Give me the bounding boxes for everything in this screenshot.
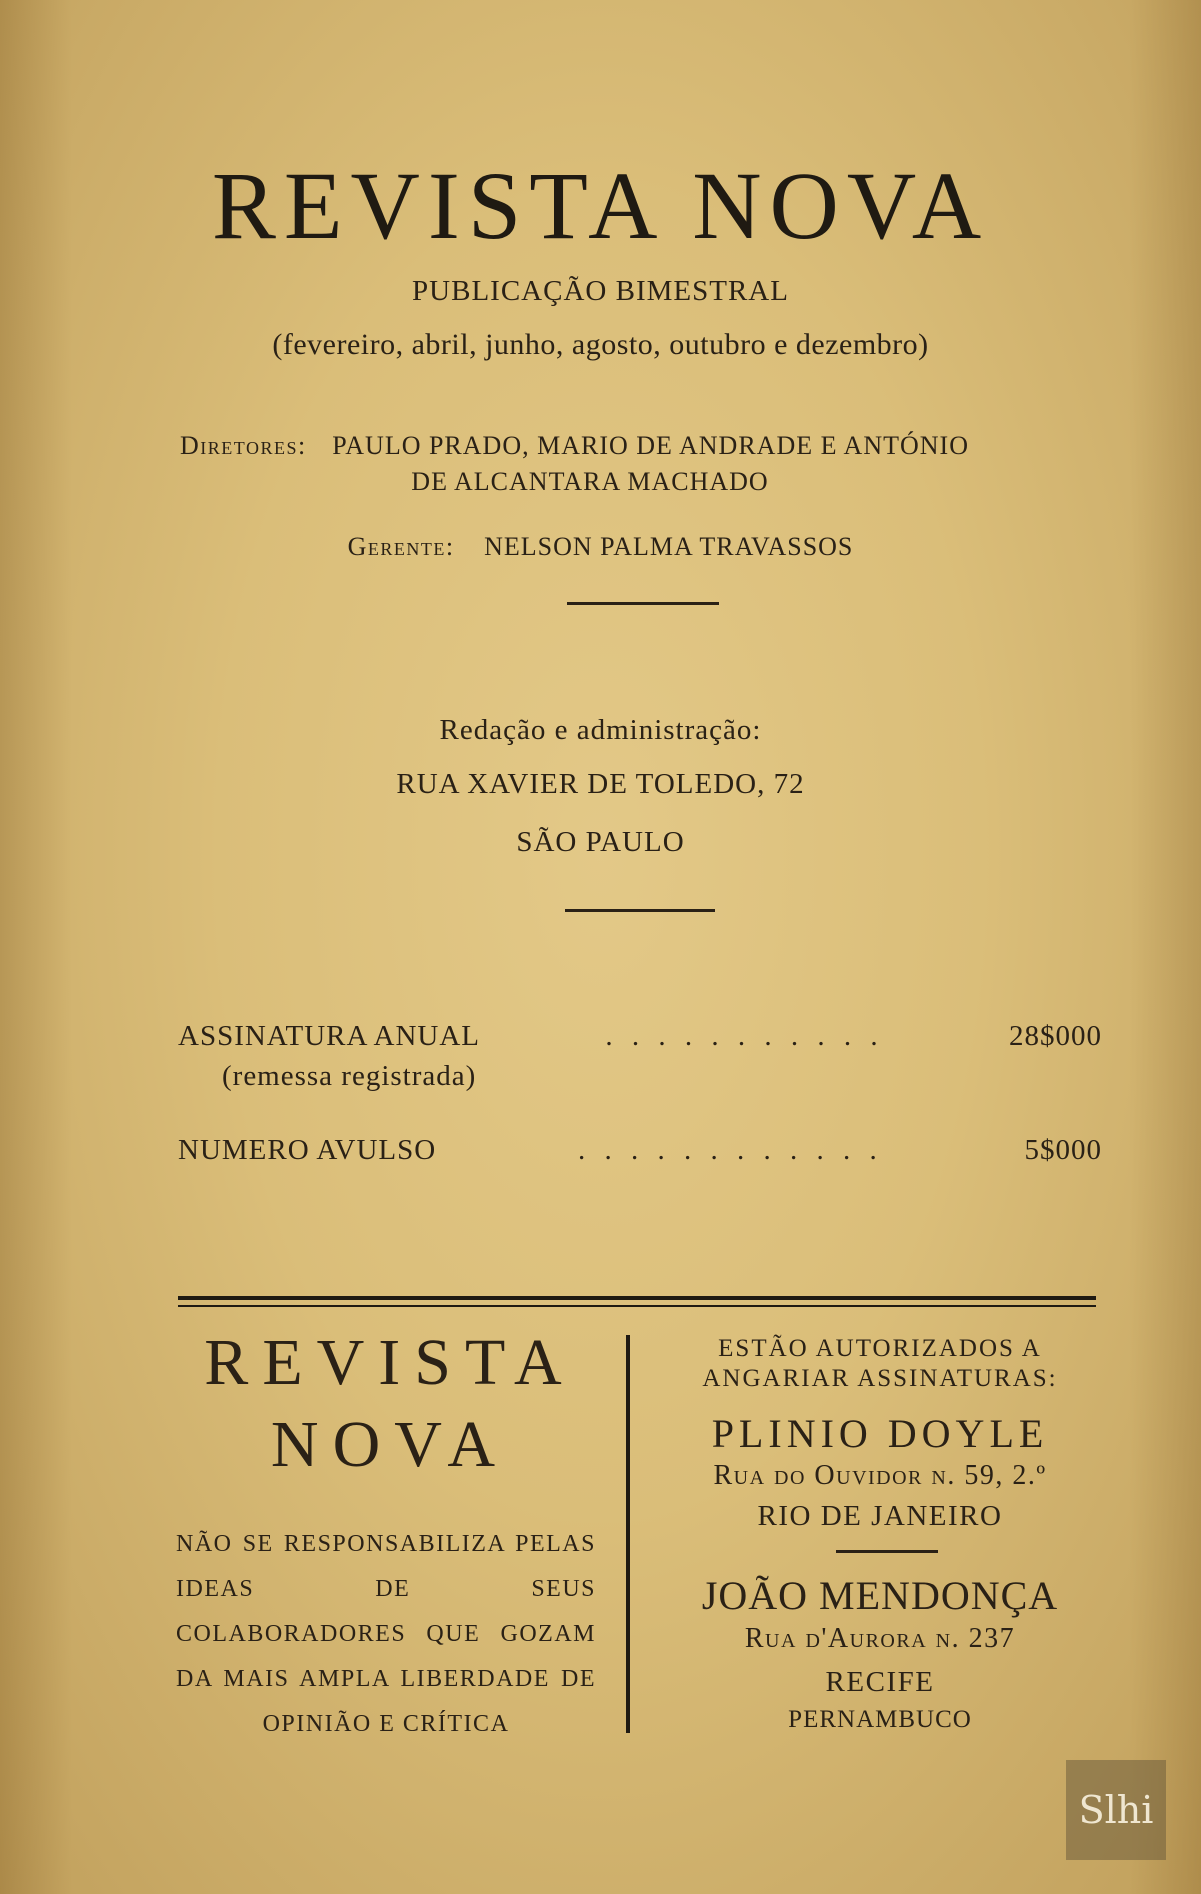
manager-label: Gerente: bbox=[347, 532, 455, 561]
notice-title-nova: NOVA bbox=[270, 1408, 510, 1481]
manager-line bbox=[0, 532, 1201, 562]
annual-subscription-label: ASSINATURA ANUAL bbox=[178, 1020, 481, 1052]
address-street: RUA XAVIER DE TOLEDO, 72 bbox=[396, 768, 805, 800]
single-issue-label: NUMERO AVULSO bbox=[178, 1134, 437, 1166]
annual-subscription-row bbox=[178, 1020, 1102, 1053]
directors-names-line1: PAULO PRADO, MARIO DE ANDRADE E ANTÓNIO bbox=[332, 431, 969, 460]
single-issue-row bbox=[178, 1134, 1102, 1167]
agent1-name: PLINIO DOYLE bbox=[711, 1411, 1049, 1456]
manager-name: NELSON PALMA TRAVASSOS bbox=[484, 532, 854, 561]
notice-title-line2 bbox=[170, 1408, 610, 1481]
publication-frequency: PUBLICAÇÃO BIMESTRAL bbox=[412, 275, 789, 307]
directors-block bbox=[180, 428, 1110, 501]
agents-intro-line1: ESTÃO AUTORIZADOS A bbox=[718, 1335, 1042, 1362]
agent2-name: JOÃO MENDONÇA bbox=[701, 1573, 1059, 1618]
annual-subscription-price: 28$000 bbox=[1009, 1020, 1102, 1052]
agent2-street: Rua d'Aurora n. 237 bbox=[744, 1623, 1016, 1654]
divider-rule-agents bbox=[836, 1550, 938, 1553]
notice-title-revista: REVISTA bbox=[204, 1326, 576, 1399]
agents-intro-line2: ANGARIAR ASSINATURAS: bbox=[702, 1365, 1058, 1392]
agent2-state: PERNAMBUCO bbox=[788, 1706, 972, 1733]
address-label: Redação e administração: bbox=[439, 714, 762, 746]
annual-leader-dots: . . . . . . . . . . . bbox=[605, 1020, 884, 1052]
agent1-street: Rua do Ouvidor n. 59, 2.º bbox=[713, 1460, 1047, 1491]
agent2-city: RECIFE bbox=[825, 1666, 935, 1698]
single-leader-dots: . . . . . . . . . . . . bbox=[577, 1134, 883, 1166]
divider-rule-1 bbox=[567, 602, 719, 605]
disclaimer-text: NÃO SE RESPONSABILIZA PELAS IDEAS DE SEUS COLABORADORES QUE GOZAM DA MAIS AMPLA LIBERDADE DE OPINIÃO E CRÍTICA bbox=[176, 1531, 596, 1737]
agents-intro bbox=[660, 1334, 1100, 1394]
divider-rule-2 bbox=[565, 909, 715, 912]
address-city: SÃO PAULO bbox=[516, 826, 685, 858]
magazine-title: REVISTA NOVA bbox=[211, 152, 990, 259]
double-rule-bottom bbox=[178, 1305, 1096, 1307]
directors-names-line2: DE ALCANTARA MACHADO bbox=[411, 467, 769, 497]
single-issue-price: 5$000 bbox=[1024, 1134, 1102, 1166]
notice-title-line1 bbox=[170, 1326, 610, 1399]
column-divider bbox=[626, 1335, 630, 1733]
annual-subscription-note: (remessa registrada) bbox=[222, 1060, 477, 1092]
publication-months: (fevereiro, abril, junho, agosto, outubro e dezembro) bbox=[272, 328, 929, 361]
directors-label: Diretores: bbox=[180, 431, 307, 460]
double-rule-top bbox=[178, 1296, 1096, 1300]
archive-watermark-logo: Slhi bbox=[1066, 1760, 1166, 1860]
agent1-city: RIO DE JANEIRO bbox=[757, 1500, 1003, 1532]
